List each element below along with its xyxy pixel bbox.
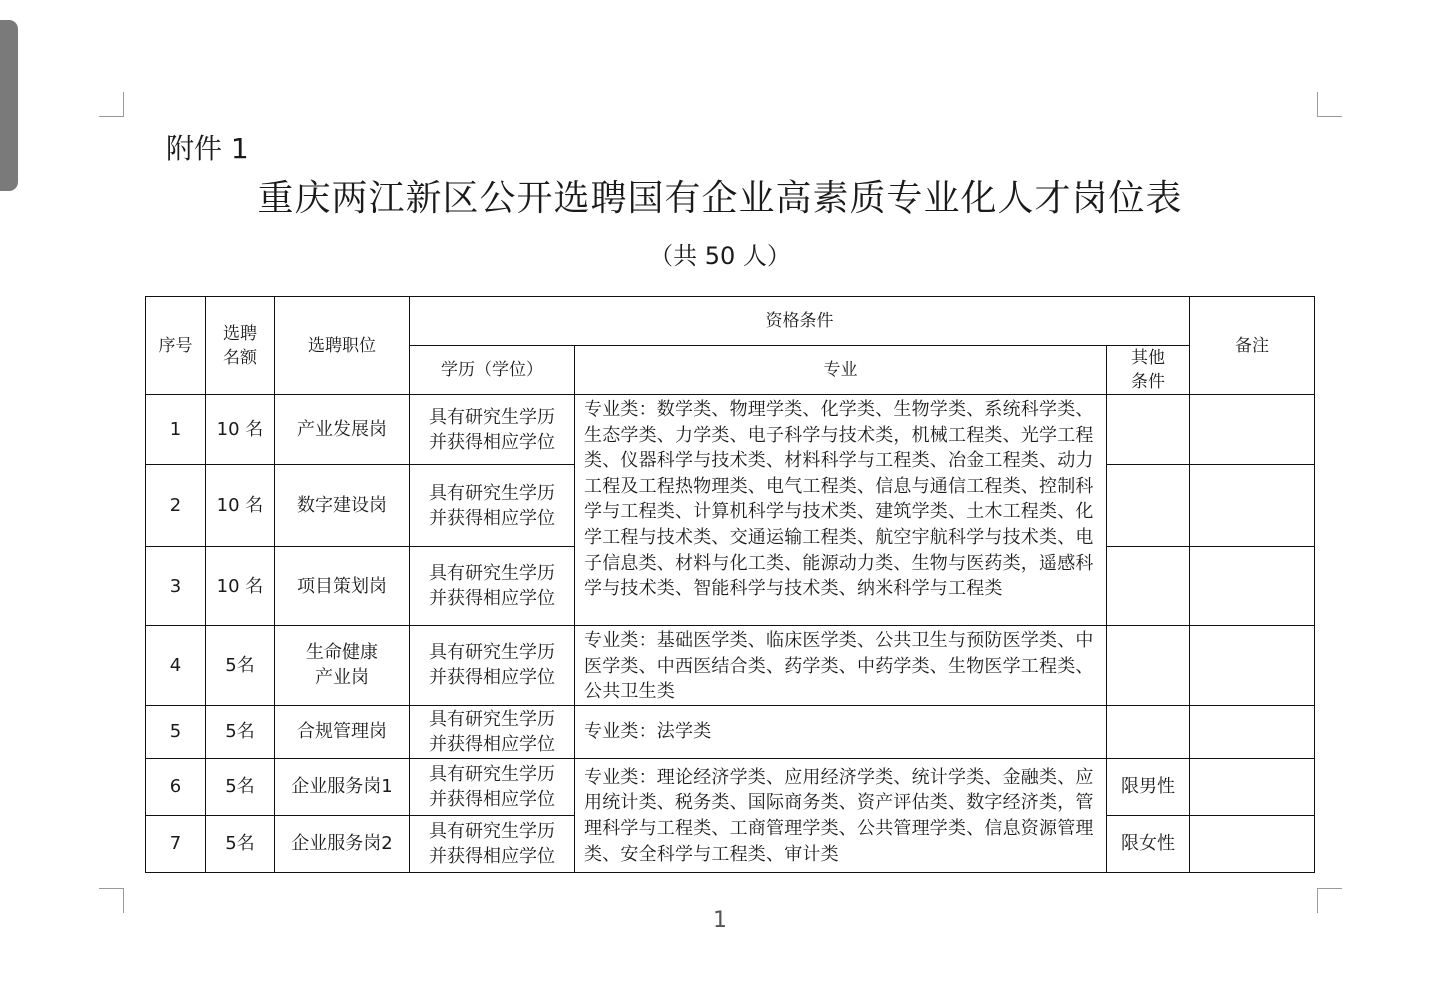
row-remarks	[1190, 395, 1315, 465]
row-position: 企业服务岗1	[275, 758, 410, 815]
row-other: 限男性	[1107, 758, 1190, 815]
crop-mark-top-left	[99, 92, 124, 117]
row-seq: 2	[146, 465, 206, 547]
row-education: 具有研究生学历 并获得相应学位	[410, 705, 575, 758]
table-row	[146, 395, 1315, 465]
row-position: 项目策划岗	[275, 547, 410, 626]
attachment-label: 附件 1	[166, 132, 249, 165]
major-cell-law: 专业类：法学类	[575, 705, 1107, 758]
row-other	[1107, 395, 1190, 465]
row-seq: 7	[146, 815, 206, 872]
row-quota: 10 名	[206, 547, 275, 626]
row-education: 具有研究生学历 并获得相应学位	[410, 395, 575, 465]
row-seq: 5	[146, 705, 206, 758]
row-quota: 5名	[206, 758, 275, 815]
row-seq: 3	[146, 547, 206, 626]
row-position: 产业发展岗	[275, 395, 410, 465]
row-other	[1107, 626, 1190, 706]
row-education: 具有研究生学历 并获得相应学位	[410, 758, 575, 815]
table-row	[146, 758, 1315, 815]
positions-table	[145, 296, 1315, 873]
row-seq: 6	[146, 758, 206, 815]
row-education: 具有研究生学历 并获得相应学位	[410, 626, 575, 706]
row-seq: 1	[146, 395, 206, 465]
header-education: 学历（学位）	[410, 346, 575, 395]
header-quota: 选聘 名额	[206, 297, 275, 395]
row-quota: 10 名	[206, 395, 275, 465]
row-quota: 5名	[206, 705, 275, 758]
table-row	[146, 705, 1315, 758]
row-education: 具有研究生学历 并获得相应学位	[410, 815, 575, 872]
row-other: 限女性	[1107, 815, 1190, 872]
row-remarks	[1190, 626, 1315, 706]
row-remarks	[1190, 547, 1315, 626]
header-seq: 序号	[146, 297, 206, 395]
page-number: 1	[713, 908, 727, 933]
major-cell-science-engineering: 专业类：数学类、物理学类、化学类、生物学类、系统科学类、生态学类、力学类、电子科学与技术类，机械工程类、光学工程类、仪器科学与技术类、材料科学与工程类、冶金工程类、动力工程及工程热物理类、电气工程类、信息与通信工程类、控制科学与工程类、计算机科学与技术类、建筑学类、土木工程类、化学工程与技术类、交通运输工程类、航空宇航科学与技术类、电子信息类、材料与化工类、能源动力类、生物与医药类，遥感科学与技术类、智能科学与技术类、纳米科学与工程类	[575, 395, 1107, 626]
row-other	[1107, 547, 1190, 626]
row-position: 合规管理岗	[275, 705, 410, 758]
row-other	[1107, 705, 1190, 758]
vertical-scrollbar[interactable]	[0, 20, 18, 191]
table-row	[146, 626, 1315, 706]
row-education: 具有研究生学历 并获得相应学位	[410, 547, 575, 626]
row-quota: 5名	[206, 626, 275, 706]
header-other: 其他 条件	[1107, 346, 1190, 395]
row-seq: 4	[146, 626, 206, 706]
row-position: 企业服务岗2	[275, 815, 410, 872]
row-other	[1107, 465, 1190, 547]
row-position: 数字建设岗	[275, 465, 410, 547]
row-position: 生命健康 产业岗	[275, 626, 410, 706]
row-remarks	[1190, 758, 1315, 815]
row-remarks	[1190, 815, 1315, 872]
row-quota: 5名	[206, 815, 275, 872]
header-position: 选聘职位	[275, 297, 410, 395]
header-remarks: 备注	[1190, 297, 1315, 395]
header-qualifications: 资格条件	[410, 297, 1190, 346]
row-education: 具有研究生学历 并获得相应学位	[410, 465, 575, 547]
document-subtitle: （共 50 人）	[649, 242, 791, 270]
table-header-row	[146, 297, 1315, 346]
row-quota: 10 名	[206, 465, 275, 547]
row-remarks	[1190, 465, 1315, 547]
major-cell-economics-management: 专业类：理论经济学类、应用经济学类、统计学类、金融类、应用统计类、税务类、国际商务类、资产评估类、数字经济类，管理科学与工程类、工商管理学类、公共管理学类、信息资源管理类、安全科学与工程类、审计类	[575, 758, 1107, 872]
header-major: 专业	[575, 346, 1107, 395]
row-remarks	[1190, 705, 1315, 758]
document-title: 重庆两江新区公开选聘国有企业高素质专业化人才岗位表	[257, 178, 1183, 219]
major-cell-medical: 专业类：基础医学类、临床医学类、公共卫生与预防医学类、中医学类、中西医结合类、药学类、中药学类、生物医学工程类、公共卫生类	[575, 626, 1107, 706]
crop-mark-top-right	[1317, 92, 1342, 117]
